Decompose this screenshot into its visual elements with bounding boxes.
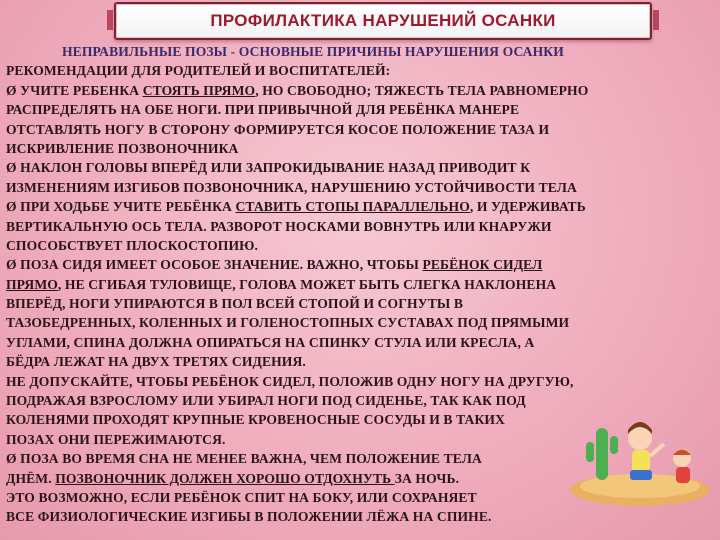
text-segment: БЁДРА ЛЕЖАТ НА ДВУХ ТРЕТЯХ СИДЕНИЯ. — [6, 354, 306, 370]
text-segment: УГЛАМИ, СПИНА ДОЛЖНА ОПИРАТЬСЯ НА СПИНКУ СТУЛА ИЛИ КРЕСЛА, А — [6, 334, 535, 350]
text-line — [6, 236, 714, 255]
text-segment: ВПЕРЁД, НОГИ УПИРАЮТСЯ В ПОЛ ВСЕЙ СТОПОЙ И СОГНУТЫ В — [6, 296, 463, 312]
text-segment: ВСЕ ФИЗИОЛОГИЧЕСКИЕ ИЗГИБЫ В ПОЛОЖЕНИИ ЛЁЖА НА СПИНЕ. — [6, 509, 492, 525]
text-segment: РАСПРЕДЕЛЯТЬ НА ОБЕ НОГИ. ПРИ ПРИВЫЧНОЙ ДЛЯ РЕБЁНКА МАНЕРЕ — [6, 102, 520, 118]
text-line — [6, 333, 714, 352]
text-segment: СПОСОБСТВУЕТ ПЛОСКОСТОПИЮ. — [6, 237, 259, 253]
page-title: ПРОФИЛАКТИКА НАРУШЕНИЙ ОСАНКИ — [210, 11, 556, 30]
text-line — [6, 178, 714, 197]
text-segment: ЗА НОЧЬ. — [394, 470, 460, 486]
text-line — [6, 352, 714, 371]
text-segment: , НО СВОБОДНО; ТЯЖЕСТЬ ТЕЛА РАВНОМЕРНО — [255, 82, 589, 98]
text-segment: Ø ПРИ ХОДЬБЕ УЧИТЕ РЕБЁНКА — [6, 199, 236, 215]
text-line — [6, 372, 714, 391]
text-segment: Ø ПОЗА СИДЯ ИМЕЕТ ОСОБОЕ ЗНАЧЕНИЕ. ВАЖНО, ЧТОБЫ — [6, 257, 423, 273]
text-segment: ТАЗОБЕДРЕННЫХ, КОЛЕННЫХ И ГОЛЕНОСТОПНЫХ СУСТАВАХ ПОД ПРЯМЫМИ — [6, 315, 570, 331]
text-segment: ЭТО ВОЗМОЖНО, ЕСЛИ РЕБЁНОК СПИТ НА БОКУ, ИЛИ СОХРАНЯЕТ — [6, 489, 477, 505]
text-segment: ПОЗАХ ОНИ ПЕРЕЖИМАЮТСЯ. — [6, 431, 226, 447]
text-line — [6, 120, 714, 139]
text-segment: НЕ ДОПУСКАЙТЕ, ЧТОБЫ РЕБЁНОК СИДЕЛ, ПОЛОЖИВ ОДНУ НОГУ НА ДРУГУЮ, — [6, 373, 574, 389]
title-banner — [114, 2, 652, 40]
underlined-text: СТАВИТЬ СТОПЫ ПАРАЛЛЕЛЬНО — [235, 199, 470, 215]
text-segment: ПОДРАЖАЯ ВЗРОСЛОМУ ИЛИ УБИРАЛ НОГИ ПОД СИДЕНЬЕ, ТАК КАК ПОД — [6, 393, 526, 409]
text-segment: Ø НАКЛОН ГОЛОВЫ ВПЕРЁД ИЛИ ЗАПРОКИДЫВАНИЕ НАЗАД ПРИВОДИТ К — [6, 160, 531, 176]
children-playing-illustration — [560, 400, 710, 508]
text-segment: ВЕРТИКАЛЬНУЮ ОСЬ ТЕЛА. РАЗВОРОТ НОСКАМИ ВОВНУТРЬ ИЛИ КНАРУЖИ — [6, 218, 552, 234]
text-segment: Ø ПОЗА ВО ВРЕМЯ СНА НЕ МЕНЕЕ ВАЖНА, ЧЕМ ПОЛОЖЕНИЕ ТЕЛА — [6, 451, 482, 467]
text-line — [6, 81, 714, 100]
text-line — [6, 507, 714, 526]
text-line — [6, 217, 714, 236]
text-segment: ИЗМЕНЕНИЯМ ИЗГИБОВ ПОЗВОНОЧНИКА, НАРУШЕНИЮ УСТОЙЧИВОСТИ ТЕЛА — [6, 179, 577, 195]
text-segment: , НЕ СГИБАЯ ТУЛОВИЩЕ, ГОЛОВА МОЖЕТ БЫТЬ СЛЕГКА НАКЛОНЕНА — [57, 276, 557, 292]
text-line — [6, 100, 714, 119]
underlined-text: ПРЯМО — [6, 276, 58, 292]
text-segment: , И УДЕРЖИВАТЬ — [469, 199, 586, 215]
text-segment: ИСКРИВЛЕНИЕ ПОЗВОНОЧНИКА — [6, 140, 239, 156]
text-line — [6, 158, 714, 177]
text-segment: Ø УЧИТЕ РЕБЕНКА — [6, 82, 143, 98]
text-segment: КОЛЕНЯМИ ПРОХОДЯТ КРУПНЫЕ КРОВЕНОСНЫЕ СОСУДЫ И В ТАКИХ — [6, 412, 506, 428]
text-segment: РЕКОМЕНДАЦИИ ДЛЯ РОДИТЕЛЕЙ И ВОСПИТАТЕЛЕЙ: — [6, 63, 391, 79]
text-line — [6, 313, 714, 332]
text-line — [6, 275, 714, 294]
text-line — [6, 139, 714, 158]
text-segment: ДНЁМ. — [6, 470, 56, 486]
underlined-text: РЕБЁНОК СИДЕЛ — [422, 257, 543, 273]
underlined-text: ПОЗВОНОЧНИК ДОЛЖЕН ХОРОШО ОТДОХНУТЬ — [55, 470, 395, 486]
text-line — [6, 294, 714, 313]
text-segment: ОТСТАВЛЯТЬ НОГУ В СТОРОНУ ФОРМИРУЕТСЯ КОСОЕ ПОЛОЖЕНИЕ ТАЗА И — [6, 121, 550, 137]
text-line — [6, 197, 714, 216]
text-line — [6, 255, 714, 274]
text-line — [6, 61, 714, 80]
subtitle: НЕПРАВИЛЬНЫЕ ПОЗЫ - ОСНОВНЫЕ ПРИЧИНЫ НАРУШЕНИЯ ОСАНКИ — [62, 44, 564, 59]
underlined-text: СТОЯТЬ ПРЯМО — [142, 82, 256, 98]
